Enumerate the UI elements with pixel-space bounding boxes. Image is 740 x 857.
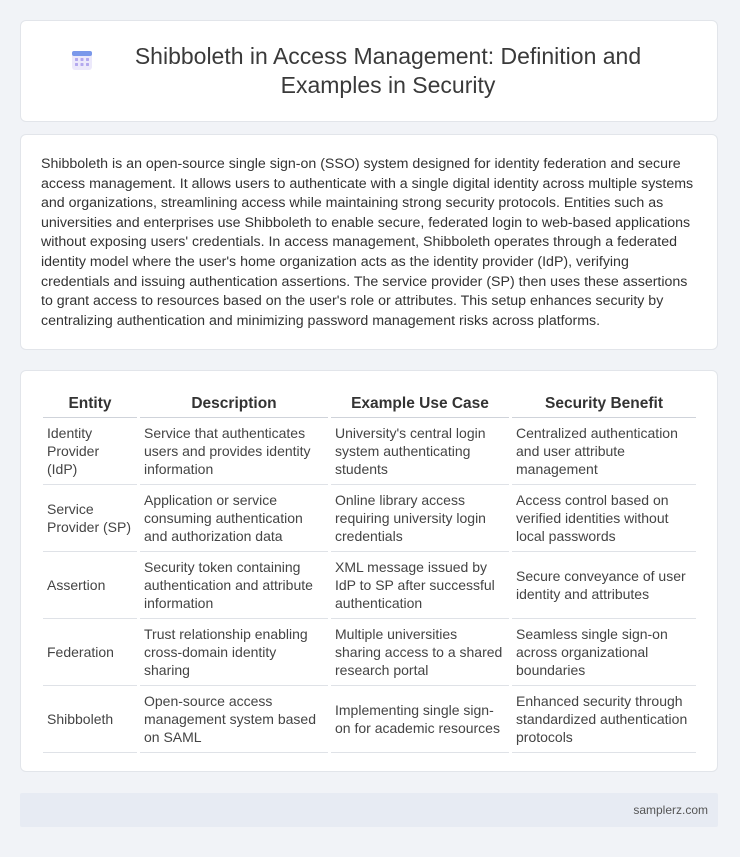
- title-wrap: [70, 42, 668, 100]
- cell-entity: Identity Provider (IdP): [43, 418, 137, 485]
- cell-description: Application or service consuming authentication and authorization data: [140, 485, 328, 552]
- cell-description: Open-source access management system based on SAML: [140, 686, 328, 753]
- intro-paragraph: Shibboleth is an open-source single sign-on (SSO) system designed for identity federation and secure access management. It allows users to authenticate with a single digital identity across multiple systems and organizations, streamlining access while maintaining strong security protocols. Entities such as universities and enterprises use Shibboleth to enable secure, federated login to web-based applications without exposing users' credentials. In access management, Shibboleth operates through a federated identity model where the user's home organization acts as the identity provider (IdP), verifying credentials and issuing authentication assertions. The service provider (SP) then uses these assertions to grant access to resources based on the user's role or attributes. This setup enhances security by centralizing authentication and minimizing password management risks across platforms.: [41, 156, 694, 329]
- footer: [20, 793, 718, 827]
- page-title: Shibboleth in Access Management: Definition and Examples in Security: [134, 43, 642, 98]
- table-row: [43, 552, 696, 619]
- cell-benefit: Centralized authentication and user attribute management: [512, 418, 696, 485]
- cell-entity: Assertion: [43, 552, 137, 619]
- intro-card: [20, 134, 718, 350]
- table-header-row: [43, 389, 696, 418]
- cell-description: Security token containing authentication and attribute information: [140, 552, 328, 619]
- cell-entity: Service Provider (SP): [43, 485, 137, 552]
- cell-example: Multiple universities sharing access to a shared research portal: [331, 619, 509, 686]
- header-description: Description: [140, 389, 328, 418]
- table-card: [20, 370, 718, 772]
- header-benefit: Security Benefit: [512, 389, 696, 418]
- cell-example: Online library access requiring university login credentials: [331, 485, 509, 552]
- cell-benefit: Access control based on verified identities without local passwords: [512, 485, 696, 552]
- cell-benefit: Enhanced security through standardized authentication protocols: [512, 686, 696, 753]
- table-row: [43, 485, 696, 552]
- calendar-icon: [70, 48, 94, 72]
- header-entity: Entity: [43, 389, 137, 418]
- table-row: [43, 418, 696, 485]
- cell-example: XML message issued by IdP to SP after successful authentication: [331, 552, 509, 619]
- cell-example: Implementing single sign-on for academic resources: [331, 686, 509, 753]
- cell-description: Service that authenticates users and provides identity information: [140, 418, 328, 485]
- cell-benefit: Secure conveyance of user identity and attributes: [512, 552, 696, 619]
- cell-benefit: Seamless single sign-on across organizational boundaries: [512, 619, 696, 686]
- table-row: [43, 619, 696, 686]
- cell-description: Trust relationship enabling cross-domain identity sharing: [140, 619, 328, 686]
- table-row: [43, 686, 696, 753]
- cell-entity: Shibboleth: [43, 686, 137, 753]
- footer-site-link[interactable]: samplerz.com: [633, 803, 708, 817]
- cell-example: University's central login system authenticating students: [331, 418, 509, 485]
- entity-table: [40, 389, 699, 753]
- header-example: Example Use Case: [331, 389, 509, 418]
- cell-entity: Federation: [43, 619, 137, 686]
- title-card: [20, 20, 718, 122]
